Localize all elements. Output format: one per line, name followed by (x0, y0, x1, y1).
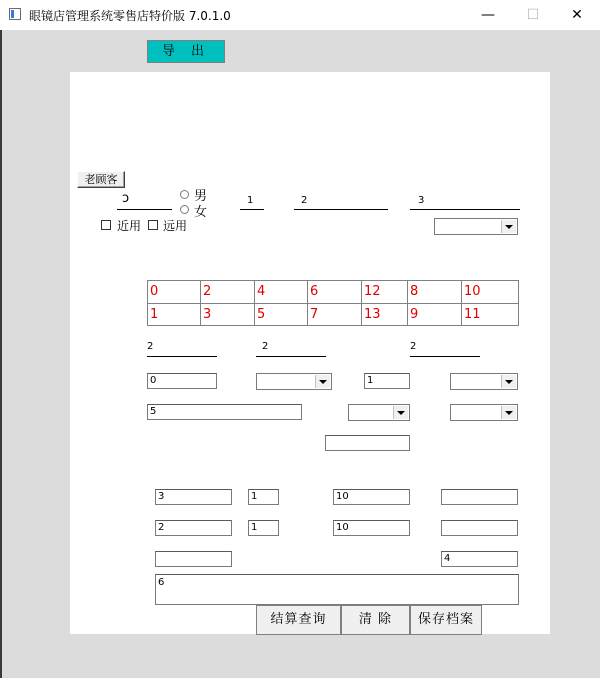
select-b[interactable] (450, 373, 518, 390)
window-title: 眼镜店管理系统零售店特价版 7.0.1.0 (29, 9, 231, 23)
grid-cell[interactable]: 7 (308, 303, 362, 326)
label-2: 2 (301, 195, 308, 206)
field-r2c4[interactable] (441, 520, 518, 536)
underline-3 (410, 209, 520, 210)
grid-cell[interactable]: 13 (362, 303, 408, 326)
label-1: 1 (247, 195, 254, 206)
label-3: 3 (418, 195, 425, 206)
field-r2c3[interactable]: 10 (333, 520, 410, 536)
grid-cell[interactable]: 2 (201, 281, 255, 304)
male-radio[interactable] (180, 190, 189, 199)
grid-cell[interactable]: 0 (148, 281, 201, 304)
form-panel (70, 72, 550, 634)
prescription-grid (147, 280, 519, 326)
window-border (0, 30, 2, 678)
field-0[interactable]: 0 (147, 373, 217, 389)
grid-cell[interactable]: 3 (201, 303, 255, 326)
far-checkbox[interactable] (148, 220, 158, 230)
maximize-button[interactable]: ☐ (526, 7, 540, 23)
old-customer-button[interactable]: 老顾客 (77, 171, 125, 188)
section-underline-c (410, 356, 480, 357)
grid-cell[interactable]: 9 (408, 303, 462, 326)
section-label-a: 2 (147, 341, 154, 352)
underline-1 (240, 209, 264, 210)
chevron-down-icon (501, 406, 516, 419)
chevron-down-icon (501, 220, 516, 233)
grid-cell[interactable]: 8 (408, 281, 462, 304)
underline-2 (294, 209, 388, 210)
chevron-down-icon (315, 375, 330, 388)
female-radio[interactable] (180, 205, 189, 214)
male-label: 男 (194, 189, 208, 204)
close-button[interactable]: ✕ (571, 7, 583, 23)
grid-cell[interactable]: 10 (462, 281, 519, 304)
field-blank-mid[interactable] (325, 435, 410, 451)
section-underline-b (256, 356, 326, 357)
field-r3c1[interactable] (155, 551, 232, 567)
chevron-down-icon (501, 375, 516, 388)
settle-query-button[interactable]: 结算查询 (256, 605, 341, 635)
name-underline (117, 209, 172, 210)
field-r2c2[interactable]: 1 (248, 520, 279, 536)
field-r1c2[interactable]: 1 (248, 489, 279, 505)
grid-cell[interactable]: 11 (462, 303, 519, 326)
select-c[interactable] (348, 404, 410, 421)
section-label-b: 2 (262, 341, 269, 352)
table-row (148, 281, 519, 304)
top-right-select[interactable] (434, 218, 518, 235)
select-d[interactable] (450, 404, 518, 421)
field-5[interactable]: 5 (147, 404, 302, 420)
customer-mark: ↄ (122, 191, 130, 206)
near-checkbox[interactable] (101, 220, 111, 230)
minimize-button[interactable]: — (481, 7, 495, 23)
grid-cell[interactable]: 1 (148, 303, 201, 326)
section-label-c: 2 (410, 341, 417, 352)
save-record-button[interactable]: 保存档案 (410, 605, 482, 635)
grid-cell[interactable]: 12 (362, 281, 408, 304)
grid-cell[interactable]: 6 (308, 281, 362, 304)
grid-cell[interactable]: 5 (255, 303, 308, 326)
field-r1c4[interactable] (441, 489, 518, 505)
clear-button[interactable]: 清 除 (341, 605, 410, 635)
app-icon (9, 8, 21, 20)
female-label: 女 (194, 205, 208, 220)
memo-field[interactable]: 6 (155, 574, 519, 605)
near-label: 近用 (117, 219, 142, 233)
field-4[interactable]: 4 (441, 551, 518, 567)
field-r2c1[interactable]: 2 (155, 520, 232, 536)
chevron-down-icon (393, 406, 408, 419)
section-underline-a (147, 356, 217, 357)
export-button[interactable]: 导 出 (147, 40, 225, 63)
field-r1c3[interactable]: 10 (333, 489, 410, 505)
field-1[interactable]: 1 (364, 373, 410, 389)
far-label: 远用 (163, 219, 188, 233)
table-row (148, 303, 519, 326)
grid-cell[interactable]: 4 (255, 281, 308, 304)
select-a[interactable] (256, 373, 332, 390)
field-r1c1[interactable]: 3 (155, 489, 232, 505)
